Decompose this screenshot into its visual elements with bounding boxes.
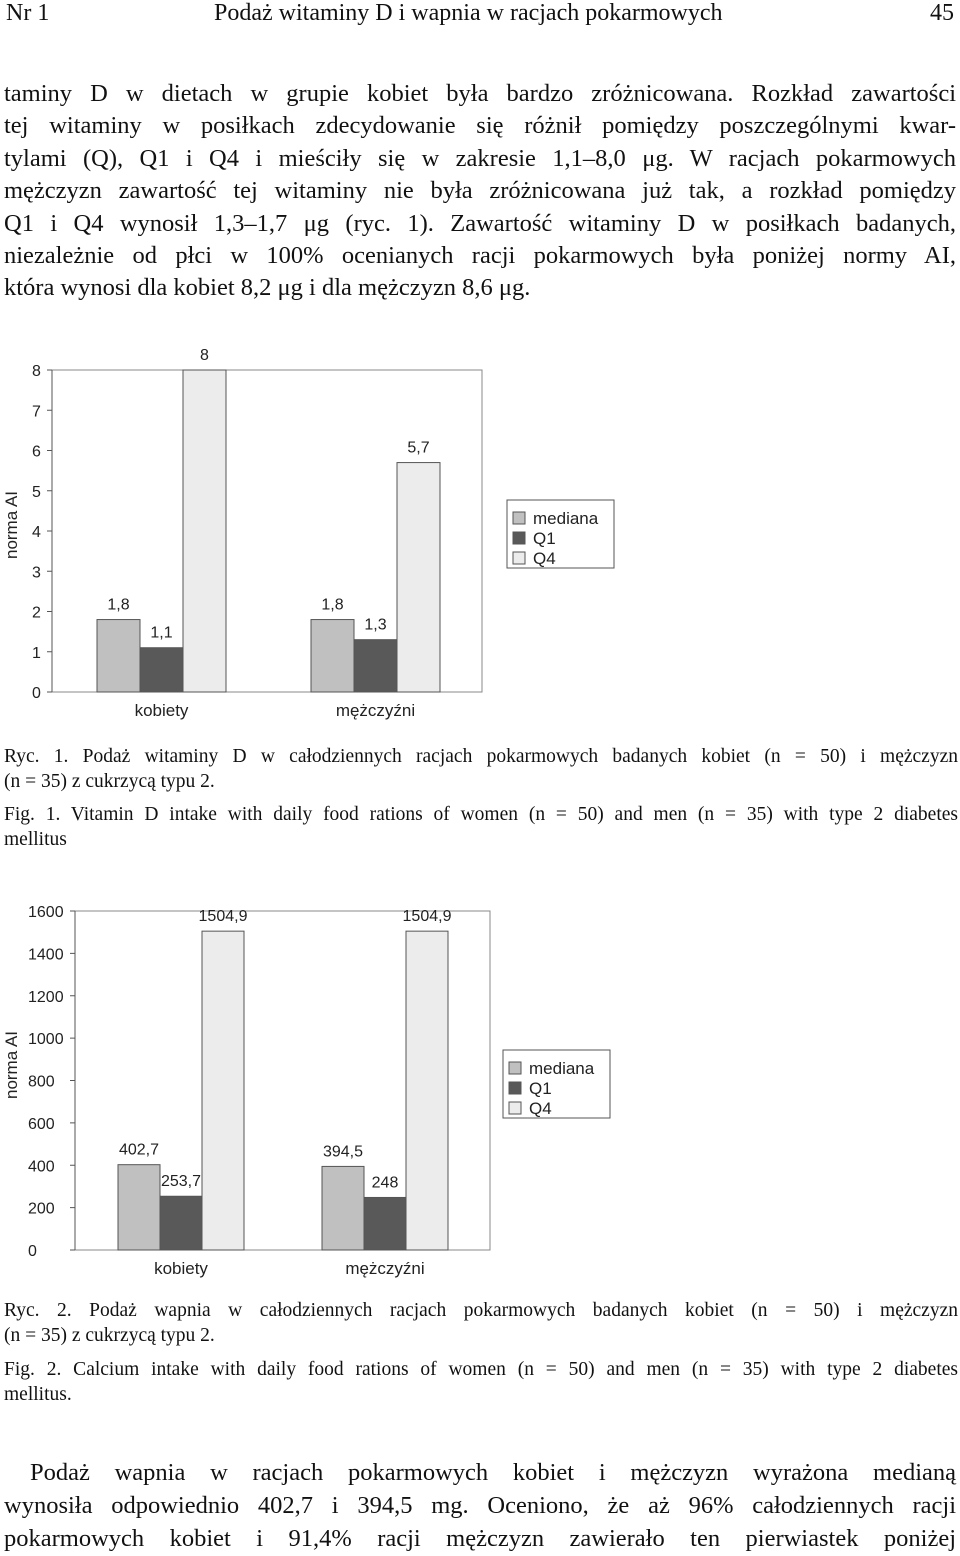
data-label: 253,7 [160, 1173, 202, 1191]
legend-label: Q4 [533, 549, 556, 568]
y-tick-label: 800 [28, 1073, 55, 1091]
x-category-label: kobiety [134, 701, 189, 720]
text-line: taminy D w dietach w grupie kobiet była bardzo zróżnicowana. Rozkład zawartości [4, 80, 956, 107]
legend-swatch [513, 512, 525, 524]
figure-1-caption-en [4, 802, 958, 852]
y-tick-label: 5 [32, 483, 41, 501]
legend-label: Q4 [529, 1099, 552, 1118]
y-tick-label: 0 [28, 1243, 37, 1260]
bar-mediana-kobiety [118, 1165, 160, 1250]
y-tick-label: 600 [28, 1115, 55, 1133]
text-line: tej witaminy w posiłkach zdecydowanie się różnił pomiędzy poszczególnymi kwar- [4, 112, 956, 140]
y-tick-label: 4 [32, 524, 41, 541]
bar-q4-kobiety [183, 370, 226, 692]
text-line: Q1 i Q4 wynosił 1,3–1,7 μg (ryc. 1). Zawartość witaminy D w posiłkach badanych, [4, 209, 956, 237]
caption-line: Ryc. 1. Podaż witaminy D w całodziennych racjach pokarmowych badanych kobiet (n = 50) i mężczyzn [4, 746, 958, 767]
data-label: 1,8 [321, 596, 344, 614]
y-tick-label: 1600 [28, 904, 64, 921]
legend-swatch [513, 552, 525, 564]
x-category-label: mężczyźni [335, 701, 416, 720]
text-line: niezależnie od płci w 100% ocenianych racji pokarmowych była poniżej normy AI, [4, 242, 956, 270]
text-line: pokarmowych kobiet i 91,4% racji mężczyzn zawierało ten pierwiastek poniżej [4, 1525, 956, 1552]
page-number: 45 [930, 0, 954, 26]
caption-line: Fig. 1. Vitamin D intake with daily food rations of women (n = 50) and men (n = 35) with type 2 diabetes [4, 804, 958, 825]
bar-q1-kobiety [160, 1196, 202, 1250]
data-label: 248 [371, 1174, 399, 1192]
bar-q1-kobiety [140, 648, 183, 692]
legend-swatch [509, 1102, 521, 1114]
data-label: 402,7 [118, 1141, 160, 1159]
y-tick-label: 400 [28, 1158, 55, 1176]
y-axis-label: norma AI [2, 1030, 21, 1100]
figure-2-caption-en [4, 1357, 958, 1407]
data-label: 1,8 [107, 596, 130, 614]
text-line: tylami (Q), Q1 i Q4 i mieściły się w zakresie 1,1–8,0 μg. W racjach pokarmowych [4, 144, 956, 172]
caption-line: Fig. 2. Calcium intake with daily food rations of women (n = 50) and men (n = 35) with type 2 diabetes [4, 1359, 958, 1380]
bar-mediana-mezczyzni [311, 620, 354, 692]
x-category-label: kobiety [154, 1259, 208, 1278]
legend-label: mediana [529, 1059, 595, 1078]
data-label: 394,5 [322, 1143, 364, 1161]
journal-issue: Nr 1 [6, 0, 50, 26]
bar-mediana-mezczyzni [322, 1166, 364, 1250]
text-line: która wynosi dla kobiet 8,2 μg i dla mężczyzn 8,6 μg. [4, 274, 531, 302]
bar-q1-mezczyzni [364, 1197, 406, 1250]
y-tick-label: 2 [32, 604, 41, 622]
figure-2-caption-pl [4, 1298, 958, 1348]
caption-line: mellitus. [4, 1384, 72, 1405]
y-tick-label: 3 [32, 564, 41, 582]
y-axis-label: norma AI [2, 490, 21, 560]
body-paragraph-2 [4, 1456, 956, 1555]
y-tick-label: 200 [28, 1200, 55, 1218]
data-label: 1504,9 [198, 908, 248, 926]
running-header [6, 0, 954, 32]
y-tick-label: 0 [32, 685, 41, 702]
bar-mediana-kobiety [97, 620, 140, 692]
legend-swatch [509, 1082, 521, 1094]
body-paragraph-1 [4, 78, 956, 305]
data-label: 5,7 [407, 439, 430, 457]
data-label: 1504,9 [402, 908, 452, 926]
figure-1-caption-pl [4, 744, 958, 794]
legend-swatch [513, 532, 525, 544]
bar-q4-kobiety [202, 931, 244, 1250]
y-tick-label: 1200 [28, 988, 64, 1006]
vitamin-d-bar-chart [0, 340, 960, 730]
text-line: mężczyzn zawartość tej witaminy nie była zróżnicowana już tak, a rozkład pomiędzy [4, 177, 956, 205]
data-label: 1,3 [364, 616, 387, 634]
bar-q1-mezczyzni [354, 640, 397, 692]
y-tick-label: 1000 [28, 1031, 64, 1049]
y-tick-label: 6 [32, 443, 41, 461]
text-line: Podaż wapnia w racjach pokarmowych kobiet i mężczyzn wyrażona medianą [30, 1459, 956, 1486]
data-label: 8 [200, 347, 209, 364]
legend-label: mediana [533, 509, 599, 528]
legend-label: Q1 [529, 1079, 552, 1098]
caption-line: (n = 35) z cukrzycą typu 2. [4, 1325, 215, 1346]
y-tick-label: 1 [32, 644, 41, 662]
y-tick-label: 8 [32, 363, 41, 380]
caption-line: mellitus [4, 829, 67, 850]
data-label: 1,1 [150, 624, 173, 642]
y-tick-label: 7 [32, 403, 41, 421]
running-title: Podaż witaminy D i wapnia w racjach pokarmowych [214, 0, 723, 26]
caption-line: Ryc. 2. Podaż wapnia w całodziennych racjach pokarmowych badanych kobiet (n = 50) i mężczyzn [4, 1300, 958, 1321]
y-tick-label: 1400 [28, 946, 64, 964]
calcium-bar-chart [0, 890, 960, 1285]
x-category-label: mężczyźni [345, 1259, 425, 1278]
legend-label: Q1 [533, 529, 556, 548]
text-line: wynosiła odpowiednio 402,7 i 394,5 mg. Oceniono, że aż 96% całodziennych racji [4, 1492, 956, 1519]
bar-q4-mezczyzni [406, 931, 448, 1250]
caption-line: (n = 35) z cukrzycą typu 2. [4, 771, 215, 792]
bar-q4-mezczyzni [397, 463, 440, 692]
legend-swatch [509, 1062, 521, 1074]
